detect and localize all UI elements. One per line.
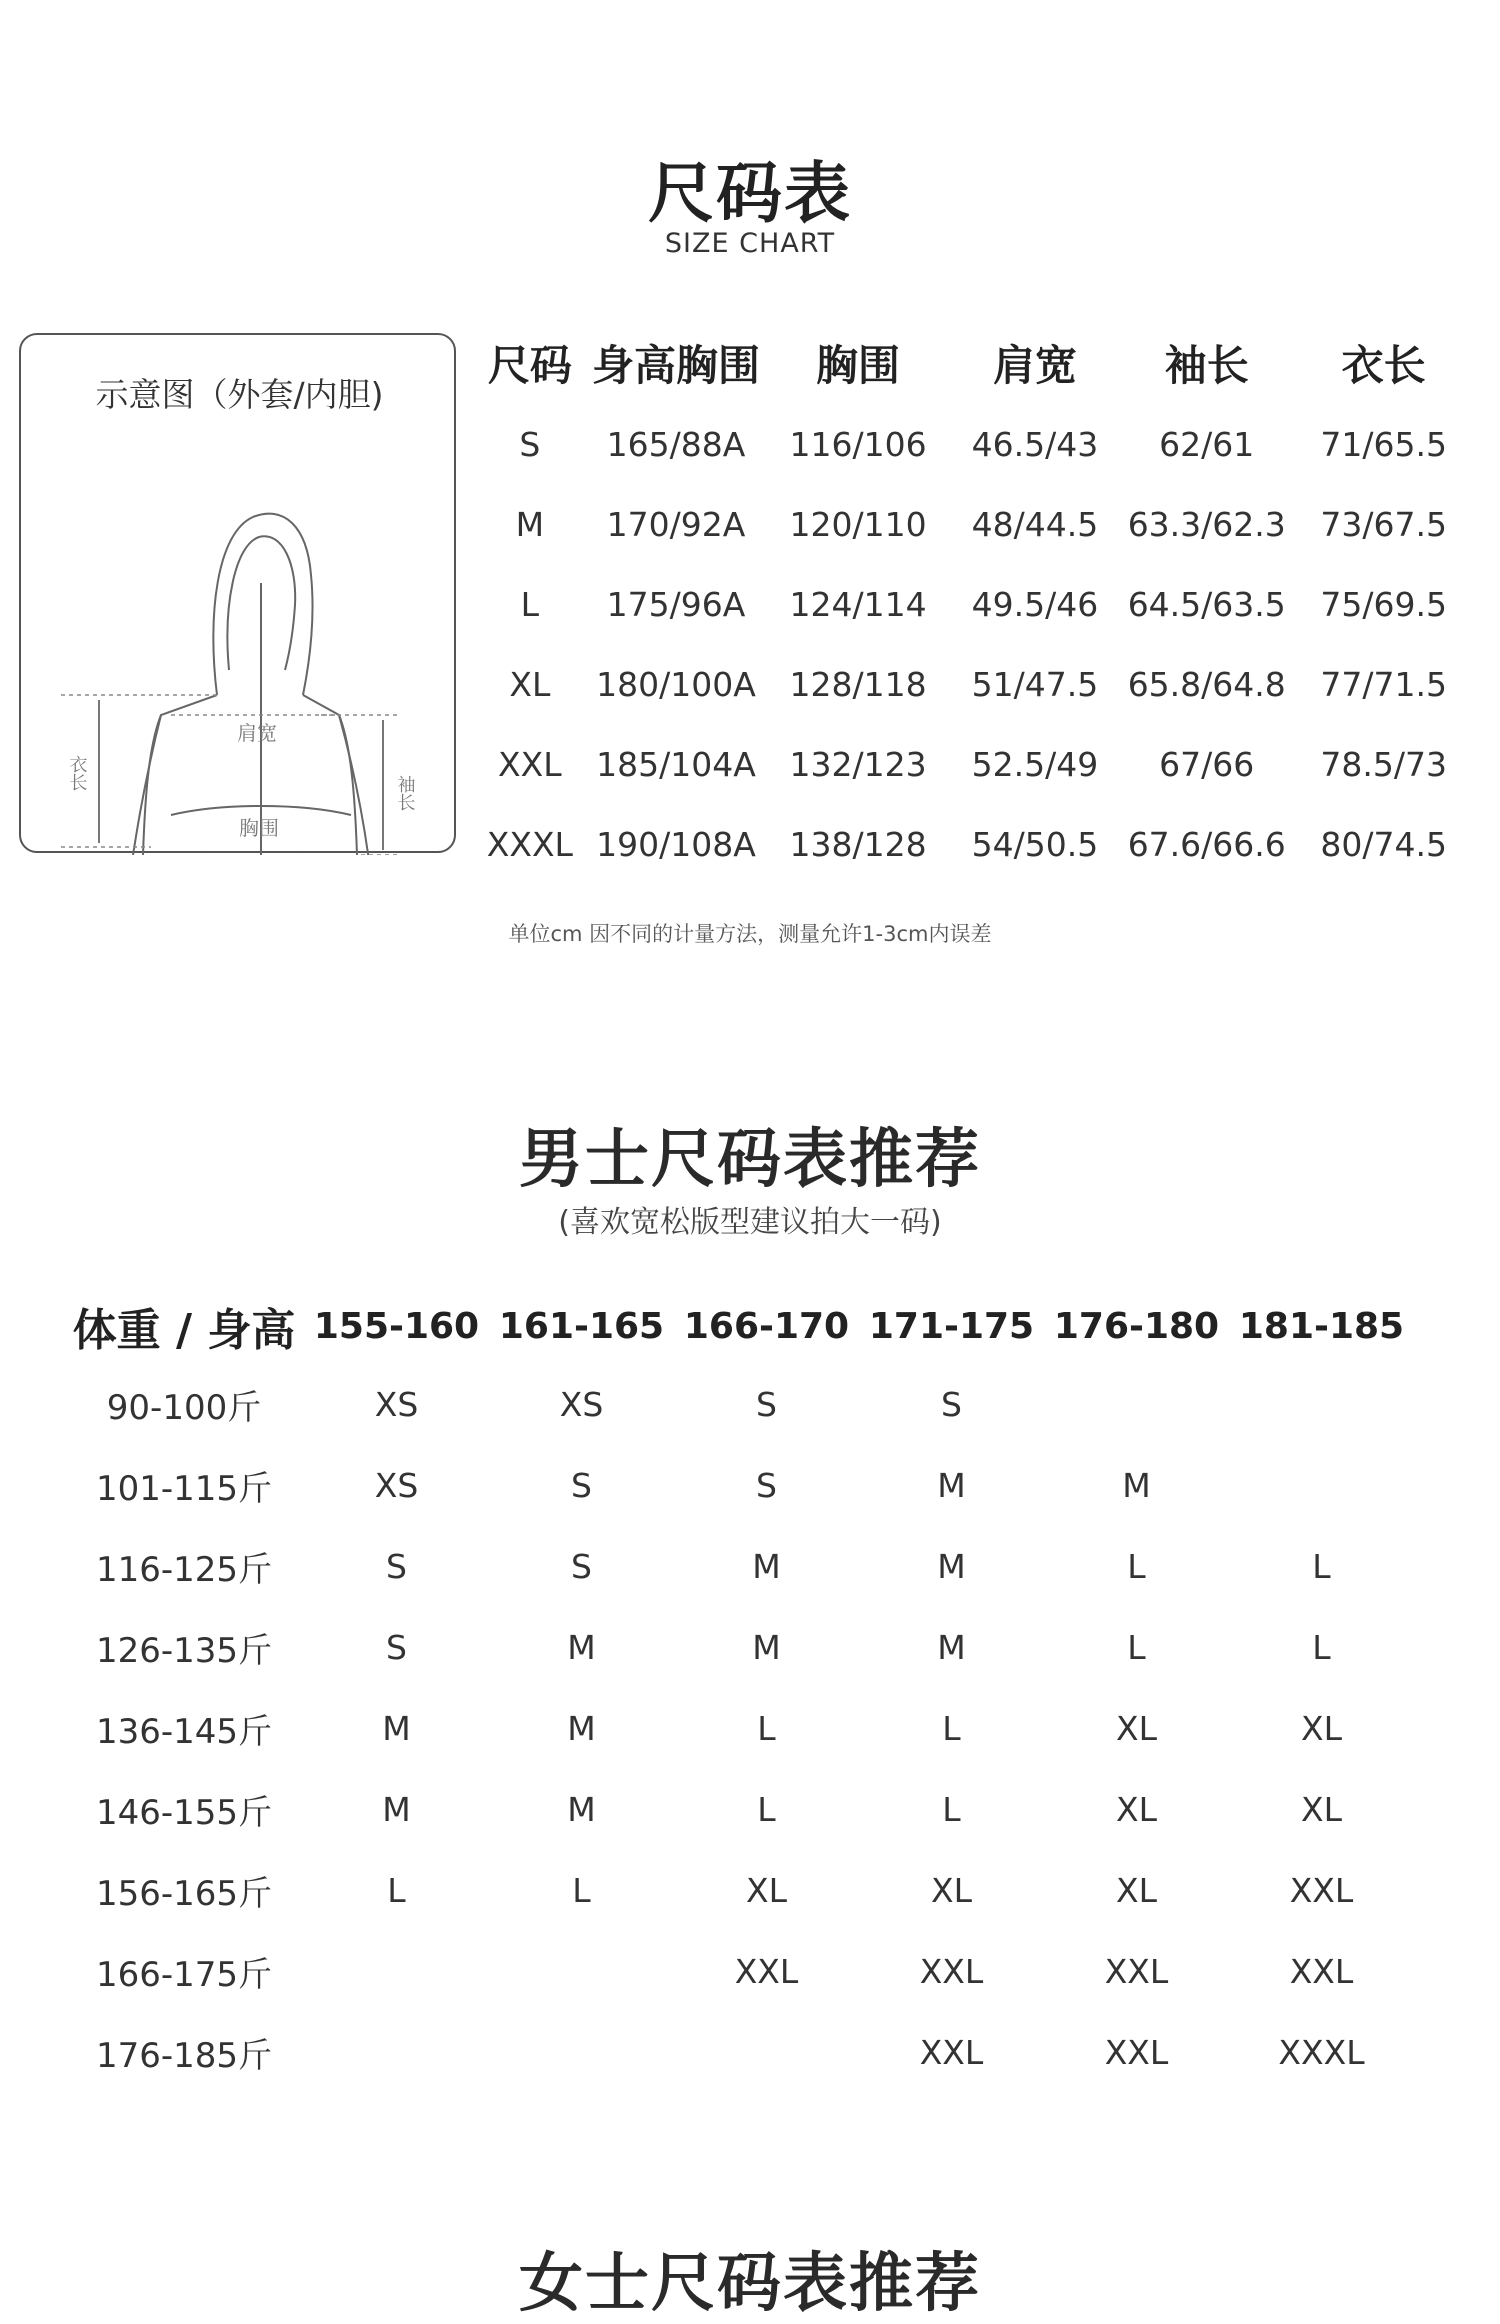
weight-cell: 90-100斤	[106, 1388, 262, 1428]
size-cell: M	[567, 1709, 596, 1748]
diagram-label-length: 衣长	[66, 755, 88, 791]
size-cell: XL	[1116, 1871, 1157, 1910]
size-cell: L	[387, 1871, 406, 1910]
chest-cell: 124/114	[789, 584, 927, 624]
size-chart-subtitle: SIZE CHART	[664, 228, 836, 259]
size-cell: S	[571, 1466, 592, 1505]
size-chart-title: 尺码表	[648, 155, 852, 232]
size-cell: M	[937, 1466, 966, 1505]
men-header-181-185: 181-185	[1238, 1305, 1405, 1347]
size-header-sleeve: 袖长	[1164, 341, 1249, 390]
table-row	[476, 804, 1476, 884]
size-cell: XS	[559, 1385, 604, 1424]
table-row	[64, 1364, 1414, 1445]
table-row	[64, 1769, 1414, 1850]
size-cell: L	[942, 1790, 961, 1829]
weight-cell: 101-115斤	[95, 1469, 273, 1509]
size-cell: M	[567, 1628, 596, 1667]
table-row	[64, 1607, 1414, 1688]
size-cell: L	[757, 1790, 776, 1829]
size-cell: XL	[1116, 1790, 1157, 1829]
size-cell: S	[386, 1628, 407, 1667]
men-header-171-175: 171-175	[868, 1305, 1035, 1347]
men-recommend-table	[64, 1288, 1414, 2093]
weight-cell: 116-125斤	[95, 1550, 273, 1590]
size-cell: XXL	[919, 1952, 984, 1991]
weight-cell: 156-165斤	[95, 1874, 273, 1914]
length-cell: 77/71.5	[1320, 664, 1447, 704]
length-cell: 80/74.5	[1320, 824, 1447, 864]
size-cell: XL	[509, 664, 551, 704]
size-cell	[304, 2012, 489, 2093]
length-cell: 71/65.5	[1320, 424, 1447, 464]
size-cell: XL	[1116, 1709, 1157, 1748]
weight-cell: 176-185斤	[95, 2036, 273, 2076]
measurement-note: 单位cm 因不同的计量方法，测量允许1-3cm内误差	[508, 922, 992, 946]
size-cell: XXL	[734, 1952, 799, 1991]
size-cell: L	[757, 1709, 776, 1748]
length-cell: 78.5/73	[1320, 744, 1447, 784]
size-cell	[489, 2012, 674, 2093]
size-cell: L	[1312, 1547, 1331, 1586]
men-header-row	[64, 1288, 1414, 1364]
size-cell: M	[567, 1790, 596, 1829]
weight-cell: 146-155斤	[95, 1793, 273, 1833]
length-cell: 73/67.5	[1320, 504, 1447, 544]
shoulder-cell: 52.5/49	[971, 744, 1099, 784]
sleeve-cell: 67/66	[1159, 744, 1255, 784]
sleeve-cell: 67.6/66.6	[1127, 824, 1286, 864]
diagram-box	[19, 333, 456, 853]
size-cell: XXXL	[1278, 2033, 1365, 2072]
size-cell: M	[752, 1628, 781, 1667]
men-size-subtitle: (喜欢宽松版型建议拍大一码)	[558, 1205, 942, 1240]
diagram-label-chest: 胸围	[239, 816, 279, 840]
size-cell: M	[1122, 1466, 1151, 1505]
sleeve-cell: 63.3/62.3	[1127, 504, 1286, 544]
size-cell	[1229, 1364, 1414, 1445]
size-cell: L	[1127, 1547, 1146, 1586]
size-cell: M	[752, 1547, 781, 1586]
table-row	[64, 1850, 1414, 1931]
chest-cell: 120/110	[789, 504, 927, 544]
size-cell: XS	[374, 1385, 419, 1424]
table-row	[476, 724, 1476, 804]
size-cell: L	[1312, 1628, 1331, 1667]
chest-cell: 132/123	[789, 744, 927, 784]
shoulder-cell: 48/44.5	[971, 504, 1099, 544]
size-cell: XXL	[1289, 1871, 1354, 1910]
height-chest-cell: 170/92A	[606, 504, 746, 544]
diagram-label-sleeve: 袖长	[394, 775, 416, 811]
weight-cell: 166-175斤	[95, 1955, 273, 1995]
size-cell: XS	[374, 1466, 419, 1505]
size-cell: XL	[1301, 1790, 1342, 1829]
size-cell: XL	[931, 1871, 972, 1910]
size-cell: M	[515, 504, 545, 544]
table-row	[64, 1688, 1414, 1769]
size-chart-table	[476, 322, 1476, 884]
chest-cell: 128/118	[789, 664, 927, 704]
size-cell: S	[519, 424, 541, 464]
chest-cell: 116/106	[789, 424, 927, 464]
chest-cell: 138/128	[789, 824, 927, 864]
size-cell	[1044, 1364, 1229, 1445]
men-header-155-160: 155-160	[313, 1305, 480, 1347]
jacket-diagram	[21, 415, 458, 855]
height-chest-cell: 190/108A	[596, 824, 756, 864]
table-row	[476, 644, 1476, 724]
size-cell: M	[937, 1547, 966, 1586]
size-chart-header-row	[476, 322, 1476, 404]
table-row	[476, 564, 1476, 644]
men-header-weight-height: 体重 / 身高	[72, 1305, 296, 1356]
size-cell: L	[572, 1871, 591, 1910]
height-chest-cell: 175/96A	[606, 584, 746, 624]
size-header-length: 衣长	[1341, 341, 1426, 390]
size-cell	[489, 1931, 674, 2012]
size-cell: M	[937, 1628, 966, 1667]
size-cell: S	[571, 1547, 592, 1586]
size-cell: XL	[1301, 1709, 1342, 1748]
size-cell: XXL	[919, 2033, 984, 2072]
size-cell: S	[756, 1466, 777, 1505]
size-cell: XL	[746, 1871, 787, 1910]
size-cell: XXL	[1104, 1952, 1169, 1991]
length-cell: 75/69.5	[1320, 584, 1447, 624]
size-cell: XXL	[498, 744, 562, 784]
table-row	[64, 1526, 1414, 1607]
weight-cell: 126-135斤	[95, 1631, 273, 1671]
size-cell	[674, 2012, 859, 2093]
men-header-176-180: 176-180	[1053, 1305, 1220, 1347]
size-cell	[1229, 1445, 1414, 1526]
size-cell: L	[942, 1709, 961, 1748]
men-size-title: 男士尺码表推荐	[519, 1123, 981, 1197]
size-cell: XXL	[1289, 1952, 1354, 1991]
sleeve-cell: 62/61	[1159, 424, 1255, 464]
men-header-166-170: 166-170	[683, 1305, 850, 1347]
diagram-caption: 示意图（外套/内胆)	[95, 375, 384, 414]
diagram-label-shoulder: 肩宽	[237, 721, 277, 745]
table-row	[64, 1445, 1414, 1526]
size-cell: M	[382, 1709, 411, 1748]
size-cell: L	[1127, 1628, 1146, 1667]
sleeve-cell: 65.8/64.8	[1127, 664, 1286, 704]
size-cell: XXL	[1104, 2033, 1169, 2072]
size-cell: L	[520, 584, 540, 624]
size-header-chest: 胸围	[816, 341, 901, 390]
shoulder-cell: 49.5/46	[971, 584, 1099, 624]
size-cell: S	[756, 1385, 777, 1424]
women-size-title: 女士尺码表推荐	[519, 2247, 981, 2321]
sleeve-cell: 64.5/63.5	[1127, 584, 1286, 624]
table-row	[64, 2012, 1414, 2093]
size-cell	[304, 1931, 489, 2012]
height-chest-cell: 165/88A	[606, 424, 746, 464]
size-cell: XXXL	[486, 824, 573, 864]
shoulder-cell: 54/50.5	[971, 824, 1099, 864]
size-header-shoulder: 肩宽	[992, 341, 1077, 390]
men-header-161-165: 161-165	[498, 1305, 665, 1347]
table-row	[64, 1931, 1414, 2012]
shoulder-cell: 46.5/43	[971, 424, 1099, 464]
shoulder-cell: 51/47.5	[971, 664, 1099, 704]
table-row	[476, 484, 1476, 564]
height-chest-cell: 185/104A	[596, 744, 756, 784]
size-cell: M	[382, 1790, 411, 1829]
size-cell: S	[386, 1547, 407, 1586]
size-header-size: 尺码	[487, 341, 572, 390]
size-header-height-chest: 身高胸围	[591, 341, 760, 390]
height-chest-cell: 180/100A	[596, 664, 756, 704]
weight-cell: 136-145斤	[95, 1712, 273, 1752]
size-cell: S	[941, 1385, 962, 1424]
table-row	[476, 404, 1476, 484]
